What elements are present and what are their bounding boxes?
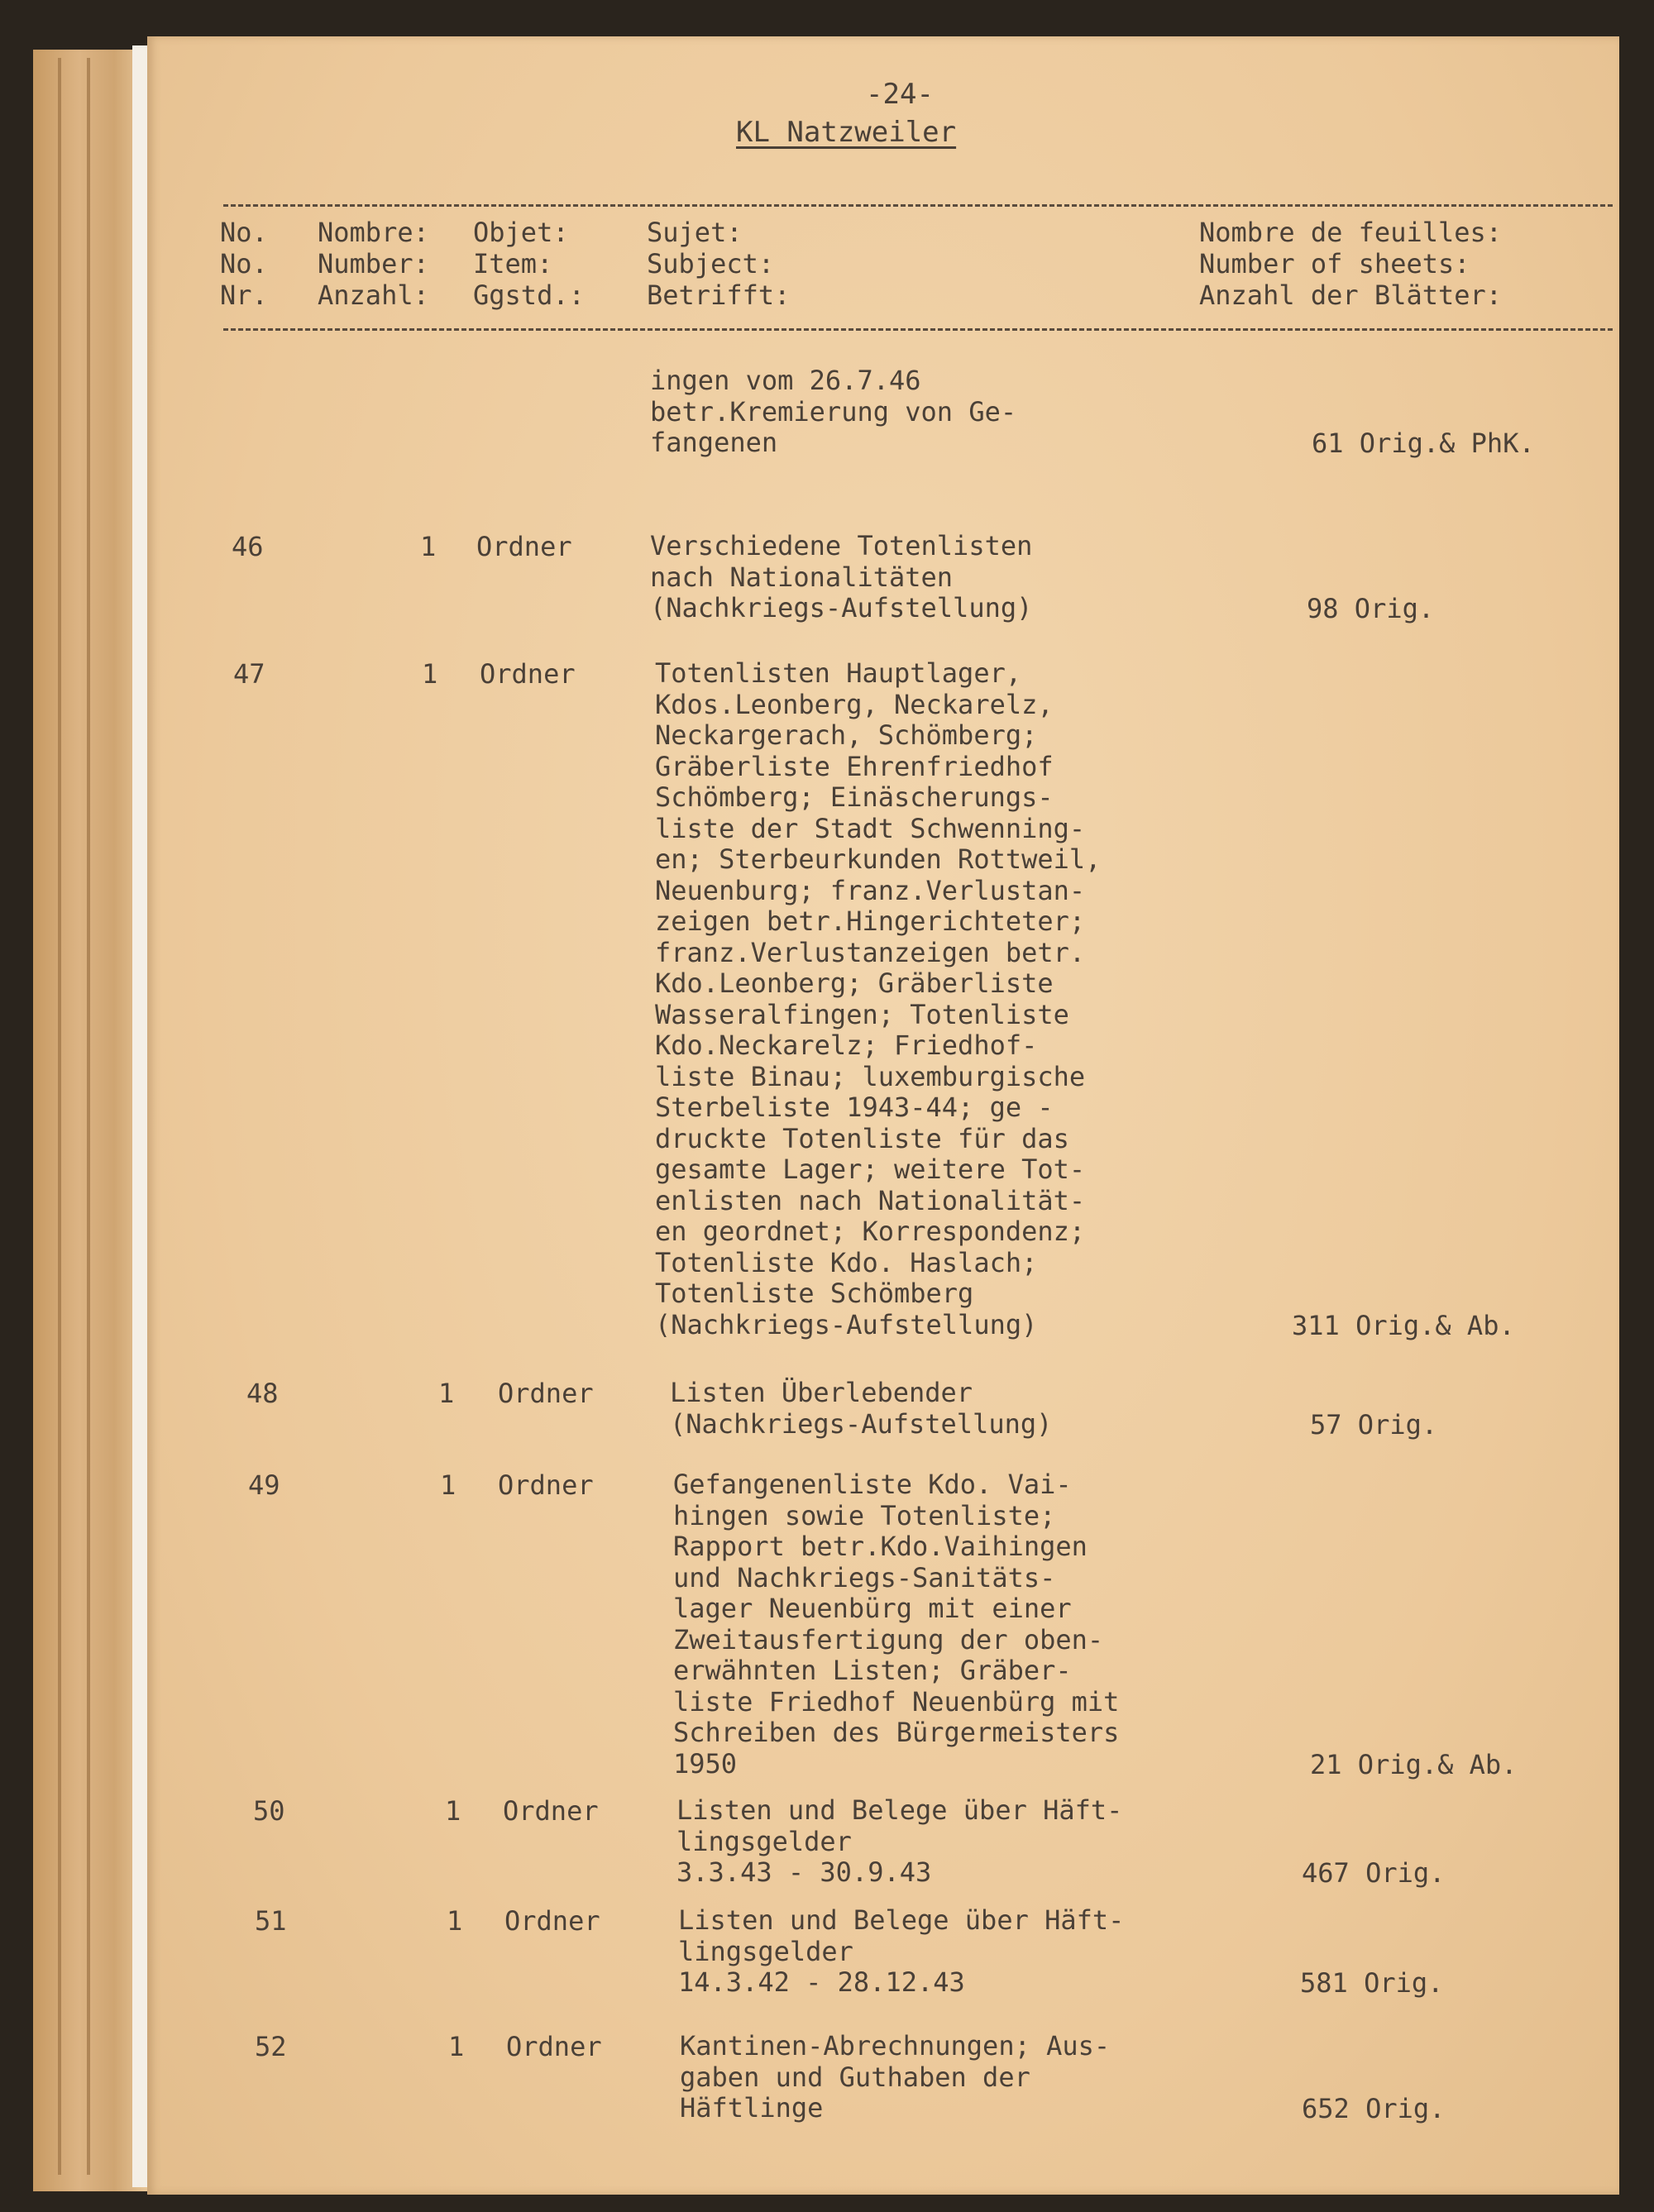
entry-subject-line: Schömberg; Einäscherungs- (655, 781, 1054, 813)
entry-subject-line: 1950 (673, 1747, 738, 1780)
entry-count: 1 (422, 658, 438, 690)
entry-subject (670, 1378, 1052, 1440)
header-col-no: No. No. Nr. (220, 217, 268, 311)
entry-number: 49 (248, 1469, 280, 1501)
entry-number: 52 (255, 2031, 287, 2062)
entry-subject-line: (Nachkriegs-Aufstellung) (670, 1407, 1053, 1440)
entry-subject-line: liste Binau; luxemburgische (655, 1060, 1086, 1092)
entry-subject-line: druckte Totenliste für das (655, 1122, 1069, 1154)
page-edge-line (58, 58, 61, 2175)
entry-number: 51 (255, 1905, 287, 1937)
entry-subject-line: en; Sterbeurkunden Rottweil, (655, 843, 1102, 875)
entry-subject-line: Totenlisten Hauptlager, (655, 657, 1022, 689)
entry-subject-line: (Nachkriegs-Aufstellung) (655, 1308, 1038, 1340)
entry-subject-line: Totenliste Schömberg (655, 1278, 974, 1309)
entry-sheets: 652 Orig. (1302, 2093, 1446, 2124)
entry-object: Ordner (504, 1905, 600, 1937)
entry-count: 1 (448, 2031, 465, 2062)
entry-subject-line: und Nachkriegs-Sanitäts- (673, 1561, 1056, 1593)
header-col-subject: Sujet: Subject: Betrifft: (647, 217, 791, 311)
entry-subject-line: Kdo.Leonberg; Gräberliste (655, 967, 1054, 999)
entry-subject-line: Sterbeliste 1943-44; ge - (655, 1092, 1054, 1123)
entry-subject-line: 3.3.43 - 30.9.43 (676, 1856, 932, 1888)
entry-subject (650, 365, 1016, 459)
entry-subject-line: enlisten nach Nationalität- (655, 1184, 1086, 1216)
entry-subject-line: Wasseralfingen; Totenliste (655, 998, 1069, 1030)
entry-subject-line: franz.Verlustanzeigen betr. (655, 936, 1086, 968)
entry-object: Ordner (506, 2031, 602, 2062)
entry-subject-line: Neckargerach, Schömberg; (655, 719, 1038, 751)
entry-subject-line: lingsgelder (678, 1935, 853, 1967)
entry-subject-line: Schreiben des Bürgermeisters (673, 1717, 1120, 1748)
entry-sheets: 581 Orig. (1300, 1967, 1444, 1999)
entry-subject (678, 1905, 1124, 1999)
entry-sheets: 467 Orig. (1302, 1857, 1446, 1889)
document-page (147, 36, 1619, 2195)
header-col-object: Objet: Item: Ggstd.: (473, 217, 585, 311)
entry-count: 1 (447, 1905, 463, 1937)
header-rule-bottom (223, 328, 1613, 331)
entry-object: Ordner (480, 658, 576, 690)
entry-subject-line: Rapport betr.Kdo.Vaihingen (673, 1531, 1088, 1562)
page-title: KL Natzweiler (736, 116, 957, 149)
entry-subject-line: hingen sowie Totenliste; (673, 1499, 1056, 1531)
entry-sheets: 21 Orig.& Ab. (1310, 1748, 1518, 1780)
entry-object: Ordner (498, 1378, 594, 1409)
entry-subject-line: gaben und Guthaben der (680, 2061, 1030, 2093)
entry-number: 50 (253, 1795, 285, 1827)
entry-subject-line: Listen und Belege über Häft- (678, 1904, 1125, 1936)
entry-subject-line: Kdos.Leonberg, Neckarelz, (655, 688, 1054, 720)
paper-strip (132, 45, 147, 2187)
entry-sheets: 57 Orig. (1310, 1408, 1438, 1440)
entry-subject-line: Häftlinge (680, 2092, 824, 2124)
entry-subject-line: Verschiedene Totenlisten (650, 530, 1033, 561)
entry-subject-line: lager Neuenbürg mit einer (673, 1593, 1072, 1624)
entry-subject-line: zeigen betr.Hingerichteter; (655, 905, 1086, 937)
entry-subject-line: Listen Überlebender (670, 1377, 973, 1408)
entry-subject-line: Kdo.Neckarelz; Friedhof- (655, 1030, 1038, 1061)
entry-number: 47 (233, 658, 265, 690)
entry-sheets: 98 Orig. (1307, 593, 1435, 624)
entry-subject-line: Neuenburg; franz.Verlustan- (655, 874, 1086, 906)
entry-subject-line: (Nachkriegs-Aufstellung) (650, 592, 1033, 623)
entry-subject-line: Gefangenenliste Kdo. Vai- (673, 1469, 1072, 1500)
entry-subject (676, 1795, 1122, 1889)
entry-sheets: 311 Orig.& Ab. (1292, 1309, 1515, 1341)
entry-number: 48 (246, 1378, 279, 1409)
entry-object: Ordner (503, 1795, 599, 1827)
entry-object: Ordner (476, 531, 572, 562)
entry-subject-line: lingsgelder (676, 1825, 852, 1857)
entry-subject-line: nach Nationalitäten (650, 561, 954, 593)
entry-subject-line: erwähnten Listen; Gräber- (673, 1655, 1072, 1686)
header-rule-top (223, 204, 1613, 207)
entry-subject-line: Listen und Belege über Häft- (676, 1794, 1123, 1826)
entry-subject-line: Kantinen-Abrechnungen; Aus- (680, 2030, 1111, 2062)
page-edge-line (87, 58, 90, 2175)
entry-subject-line: en geordnet; Korrespondenz; (655, 1216, 1086, 1247)
entry-subject-line: 14.3.42 - 28.12.43 (678, 1966, 965, 1998)
entry-count: 1 (420, 531, 437, 562)
entry-subject (680, 2031, 1110, 2124)
entry-count: 1 (438, 1378, 455, 1409)
header-col-count: Nombre: Number: Anzahl: (318, 217, 429, 311)
page-number: -24- (866, 78, 934, 111)
entry-subject-line: liste der Stadt Schwenning- (655, 812, 1086, 844)
entry-subject-line: liste Friedhof Neuenbürg mit (673, 1685, 1120, 1718)
entry-subject-line: Zweitausfertigung der oben- (673, 1623, 1104, 1655)
page-edge-stack (33, 50, 149, 2191)
entry-subject-line: gesamte Lager; weitere Tot- (655, 1154, 1086, 1185)
entry-object: Ordner (498, 1469, 594, 1501)
entry-subject-line: ingen vom 26.7.46 (650, 365, 921, 396)
entry-sheets: 61 Orig.& PhK. (1312, 428, 1535, 459)
entry-number: 46 (232, 531, 264, 562)
entry-subject-line: Totenliste Kdo. Haslach; (655, 1246, 1038, 1278)
entry-count: 1 (440, 1469, 457, 1501)
entry-subject-line: betr.Kremierung von Ge- (650, 395, 1017, 428)
header-col-sheets: Nombre de feuilles: Number of sheets: Anzahl der Blätter: (1199, 217, 1503, 311)
entry-subject-line: Gräberliste Ehrenfriedhof (655, 750, 1054, 782)
entry-subject (650, 531, 1032, 624)
entry-subject (673, 1469, 1119, 1780)
entry-count: 1 (445, 1795, 461, 1827)
entry-subject (655, 658, 1101, 1340)
entry-subject-line: fangenen (650, 427, 778, 458)
